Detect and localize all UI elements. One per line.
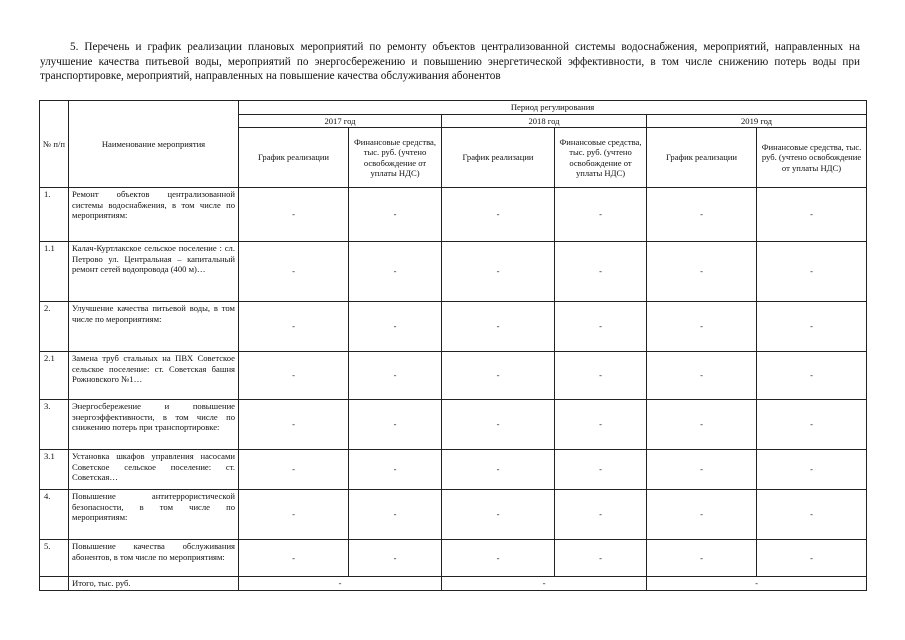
schedule-cell: - bbox=[239, 490, 349, 540]
finance-cell: - bbox=[349, 540, 442, 577]
schedule-cell: - bbox=[647, 352, 757, 400]
schedule-cell: - bbox=[442, 188, 555, 242]
finance-cell: - bbox=[349, 490, 442, 540]
section-heading: 5. Перечень и график реализации плановых мероприятий по ремонту объектов централизованной системы водоснабжения, мероприятий, направленных на улучшение качества питьевой воды, мероприятий по энергосбережению и повышению энергетической эффективности, в том числе снижению потерь воды при транспортировке, мероприятий, направленных на повышение качества обслуживания абонентов bbox=[40, 41, 860, 82]
row-activity-name: Энергосбережение и повышение энергоэффективности, в том числе по снижению потерь при транспортировке: bbox=[69, 400, 239, 450]
year-header-2019: 2019 год bbox=[647, 114, 867, 128]
schedule-cell: - bbox=[442, 490, 555, 540]
finance-cell: - bbox=[757, 188, 867, 242]
table-row bbox=[40, 540, 867, 577]
schedule-cell: - bbox=[647, 242, 757, 302]
schedule-cell: - bbox=[647, 188, 757, 242]
table-row bbox=[40, 450, 867, 490]
schedule-cell: - bbox=[239, 242, 349, 302]
finance-cell: - bbox=[349, 450, 442, 490]
row-activity-name: Ремонт объектов централизованной системы водоснабжения, в том числе по мероприятиям: bbox=[69, 188, 239, 242]
row-activity-name: Установка шкафов управления насосами Советское сельское поселение: ст. Советская… bbox=[69, 450, 239, 490]
total-row bbox=[40, 577, 867, 591]
schedule-cell: - bbox=[239, 450, 349, 490]
row-activity-name: Повышение качества обслуживания абонентов, в том числе по мероприятиям: bbox=[69, 540, 239, 577]
schedule-cell: - bbox=[647, 400, 757, 450]
plan-table bbox=[39, 100, 867, 591]
finance-cell: - bbox=[555, 490, 647, 540]
schedule-header-2018: График реализации bbox=[442, 128, 555, 188]
row-number: 1.1 bbox=[40, 242, 69, 302]
finance-cell: - bbox=[757, 540, 867, 577]
total-num-cell bbox=[40, 577, 69, 591]
finance-cell: - bbox=[757, 400, 867, 450]
total-label: Итого, тыс. руб. bbox=[69, 577, 239, 591]
finance-cell: - bbox=[757, 242, 867, 302]
table-row bbox=[40, 242, 867, 302]
schedule-cell: - bbox=[442, 302, 555, 352]
finance-cell: - bbox=[555, 450, 647, 490]
finance-cell: - bbox=[349, 242, 442, 302]
year-header-2018: 2018 год bbox=[442, 114, 647, 128]
finance-cell: - bbox=[555, 352, 647, 400]
finance-cell: - bbox=[757, 352, 867, 400]
finance-cell: - bbox=[555, 302, 647, 352]
table-row bbox=[40, 352, 867, 400]
table-row bbox=[40, 302, 867, 352]
finance-cell: - bbox=[349, 400, 442, 450]
col-name-header: Наименование мероприятия bbox=[69, 101, 239, 188]
schedule-cell: - bbox=[442, 450, 555, 490]
row-activity-name: Улучшение качества питьевой воды, в том числе по мероприятиям: bbox=[69, 302, 239, 352]
schedule-cell: - bbox=[239, 400, 349, 450]
schedule-cell: - bbox=[647, 302, 757, 352]
finance-cell: - bbox=[349, 352, 442, 400]
row-number: 3. bbox=[40, 400, 69, 450]
schedule-cell: - bbox=[442, 352, 555, 400]
table-body bbox=[40, 188, 867, 577]
finance-cell: - bbox=[349, 302, 442, 352]
row-activity-name: Калач-Куртлакское сельское поселение : сл. Петрово ул. Центральная – капитальный ремонт сетей водопровода (400 м)… bbox=[69, 242, 239, 302]
row-number: 3.1 bbox=[40, 450, 69, 490]
schedule-header-2017: График реализации bbox=[239, 128, 349, 188]
finance-cell: - bbox=[555, 540, 647, 577]
finance-cell: - bbox=[349, 188, 442, 242]
finance-cell: - bbox=[757, 302, 867, 352]
schedule-cell: - bbox=[442, 540, 555, 577]
finance-header-2019: Финансовые средства, тыс. руб. (учтено освобождение от уплаты НДС) bbox=[757, 128, 867, 188]
finance-cell: - bbox=[757, 450, 867, 490]
row-number: 4. bbox=[40, 490, 69, 540]
year-header-2017: 2017 год bbox=[239, 114, 442, 128]
schedule-cell: - bbox=[239, 302, 349, 352]
finance-cell: - bbox=[555, 242, 647, 302]
schedule-cell: - bbox=[647, 540, 757, 577]
row-number: 2.1 bbox=[40, 352, 69, 400]
finance-cell: - bbox=[555, 188, 647, 242]
row-number: 5. bbox=[40, 540, 69, 577]
col-num-header: № п/п bbox=[40, 101, 69, 188]
row-number: 2. bbox=[40, 302, 69, 352]
finance-cell: - bbox=[757, 490, 867, 540]
schedule-cell: - bbox=[647, 490, 757, 540]
row-number: 1. bbox=[40, 188, 69, 242]
schedule-cell: - bbox=[442, 400, 555, 450]
table-row bbox=[40, 188, 867, 242]
period-header: Период регулирования bbox=[239, 101, 867, 115]
schedule-cell: - bbox=[239, 352, 349, 400]
finance-cell: - bbox=[555, 400, 647, 450]
total-2019: - bbox=[647, 577, 867, 591]
total-2017: - bbox=[239, 577, 442, 591]
schedule-cell: - bbox=[442, 242, 555, 302]
row-activity-name: Замена труб стальных на ПВХ Советское сельское поселение: ст. Советская башня Рожновского №1… bbox=[69, 352, 239, 400]
table-row bbox=[40, 400, 867, 450]
schedule-cell: - bbox=[239, 540, 349, 577]
schedule-cell: - bbox=[239, 188, 349, 242]
row-activity-name: Повышение антитеррористической безопасности, в том числе по мероприятиям: bbox=[69, 490, 239, 540]
table-row bbox=[40, 490, 867, 540]
schedule-header-2019: График реализации bbox=[647, 128, 757, 188]
finance-header-2017: Финансовые средства, тыс. руб. (учтено освобождение от уплаты НДС) bbox=[349, 128, 442, 188]
schedule-cell: - bbox=[647, 450, 757, 490]
finance-header-2018: Финансовые средства, тыс. руб. (учтено освобождение от уплаты НДС) bbox=[555, 128, 647, 188]
total-2018: - bbox=[442, 577, 647, 591]
